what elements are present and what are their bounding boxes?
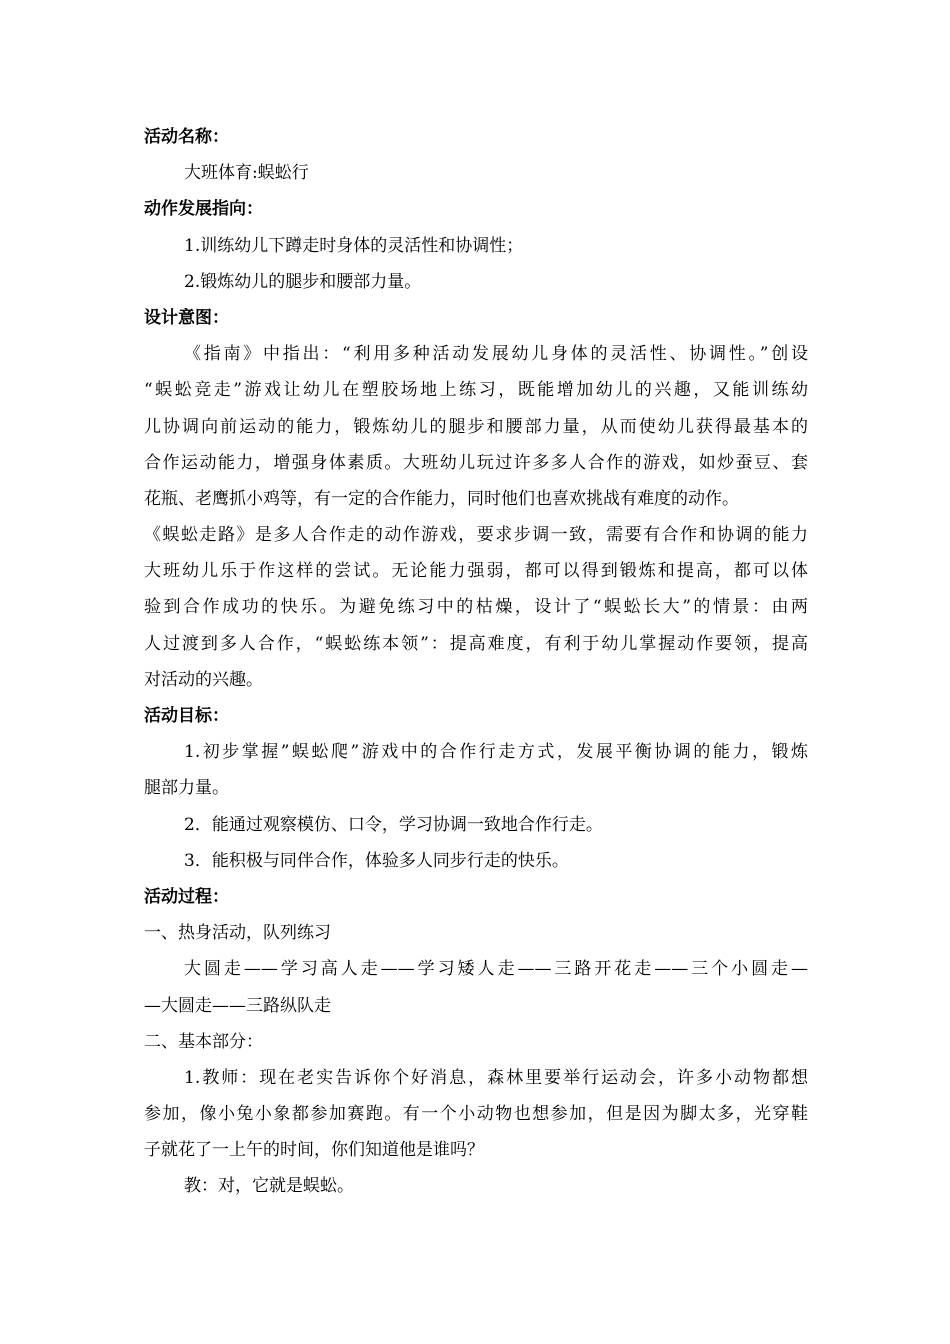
section-2-answer: 教：对，它就是蜈蚣。	[184, 1176, 354, 1197]
section-2-line-2: 参加，像小兔小象都参加赛跑。有一个小动物也想参加，但是因为脚太多，光穿鞋	[144, 1104, 808, 1125]
section-2-title: 二、基本部分：	[144, 1031, 263, 1052]
design-line-6: 《蜈蚣走路》是多人合作走的动作游戏，要求步调一致，需要有合作和协调的能力	[144, 525, 808, 546]
section-2-line-3: 子就花了一上午的时间，你们知道他是谁吗？	[144, 1140, 484, 1161]
document-page	[144, 119, 808, 1205]
goal-1-line-1: 1.初步掌握”蜈蚣爬”游戏中的合作行走方式，发展平衡协调的能力，锻炼	[184, 742, 808, 763]
heading-design-intent: 设计意图：	[144, 307, 229, 328]
design-line-1: 《指南》中指出：“利用多种活动发展幼儿身体的灵活性、协调性。”创设	[184, 344, 808, 365]
goal-3: 3．能积极与同伴合作，体验多人同步行走的快乐。	[184, 850, 569, 871]
heading-activity-name: 活动名称：	[144, 127, 229, 147]
direction-item-1: 1.训练幼儿下蹲走时身体的灵活性和协调性；	[184, 235, 524, 256]
design-line-3: 儿协调向前运动的能力，锻炼幼儿的腿步和腰部力量，从而使幼儿获得最基本的	[144, 416, 808, 437]
design-line-5: 花瓶、老鹰抓小鸡等，有一定的合作能力，同时他们也喜欢挑战有难度的动作。	[144, 488, 739, 509]
design-line-8: 验到合作成功的快乐。为避免练习中的枯燥，设计了“蜈蚣长大”的情景：由两	[144, 597, 808, 618]
section-2-line-1: 1.教师：现在老实告诉你个好消息，森林里要举行运动会，许多小动物都想	[184, 1067, 808, 1088]
activity-name: 大班体育:蜈蚣行	[184, 163, 309, 184]
goal-1-line-2: 腿部力量。	[144, 778, 229, 799]
design-line-4: 合作运动能力，增强身体素质。大班幼儿玩过许多多人合作的游戏，如炒蚕豆、套	[144, 452, 808, 473]
heading-activity-process: 活动过程：	[144, 886, 229, 907]
design-line-2: “蜈蚣竞走”游戏让幼儿在塑胶场地上练习，既能增加幼儿的兴趣，又能训练幼	[144, 380, 808, 401]
design-line-7: 大班幼儿乐于作这样的尝试。无论能力强弱，都可以得到锻炼和提高，都可以体	[144, 561, 808, 582]
heading-activity-goals: 活动目标：	[144, 706, 229, 726]
direction-item-2: 2.锻炼幼儿的腿步和腰部力量。	[184, 271, 422, 292]
section-1-title: 一、热身活动，队列练习	[144, 923, 331, 944]
section-1-line-2: —大圆走——三路纵队走	[144, 995, 331, 1016]
heading-movement-direction: 动作发展指向：	[144, 199, 263, 220]
design-line-10: 对活动的兴趣。	[144, 669, 263, 690]
design-line-9: 人过渡到多人合作，“蜈蚣练本领”：提高难度，有利于幼儿掌握动作要领，提高	[144, 633, 808, 654]
section-1-line-1: 大圆走——学习高人走——学习矮人走——三路开花走——三个小圆走—	[184, 959, 808, 980]
goal-2: 2．能通过观察模仿、口令，学习协调一致地合作行走。	[184, 814, 603, 835]
